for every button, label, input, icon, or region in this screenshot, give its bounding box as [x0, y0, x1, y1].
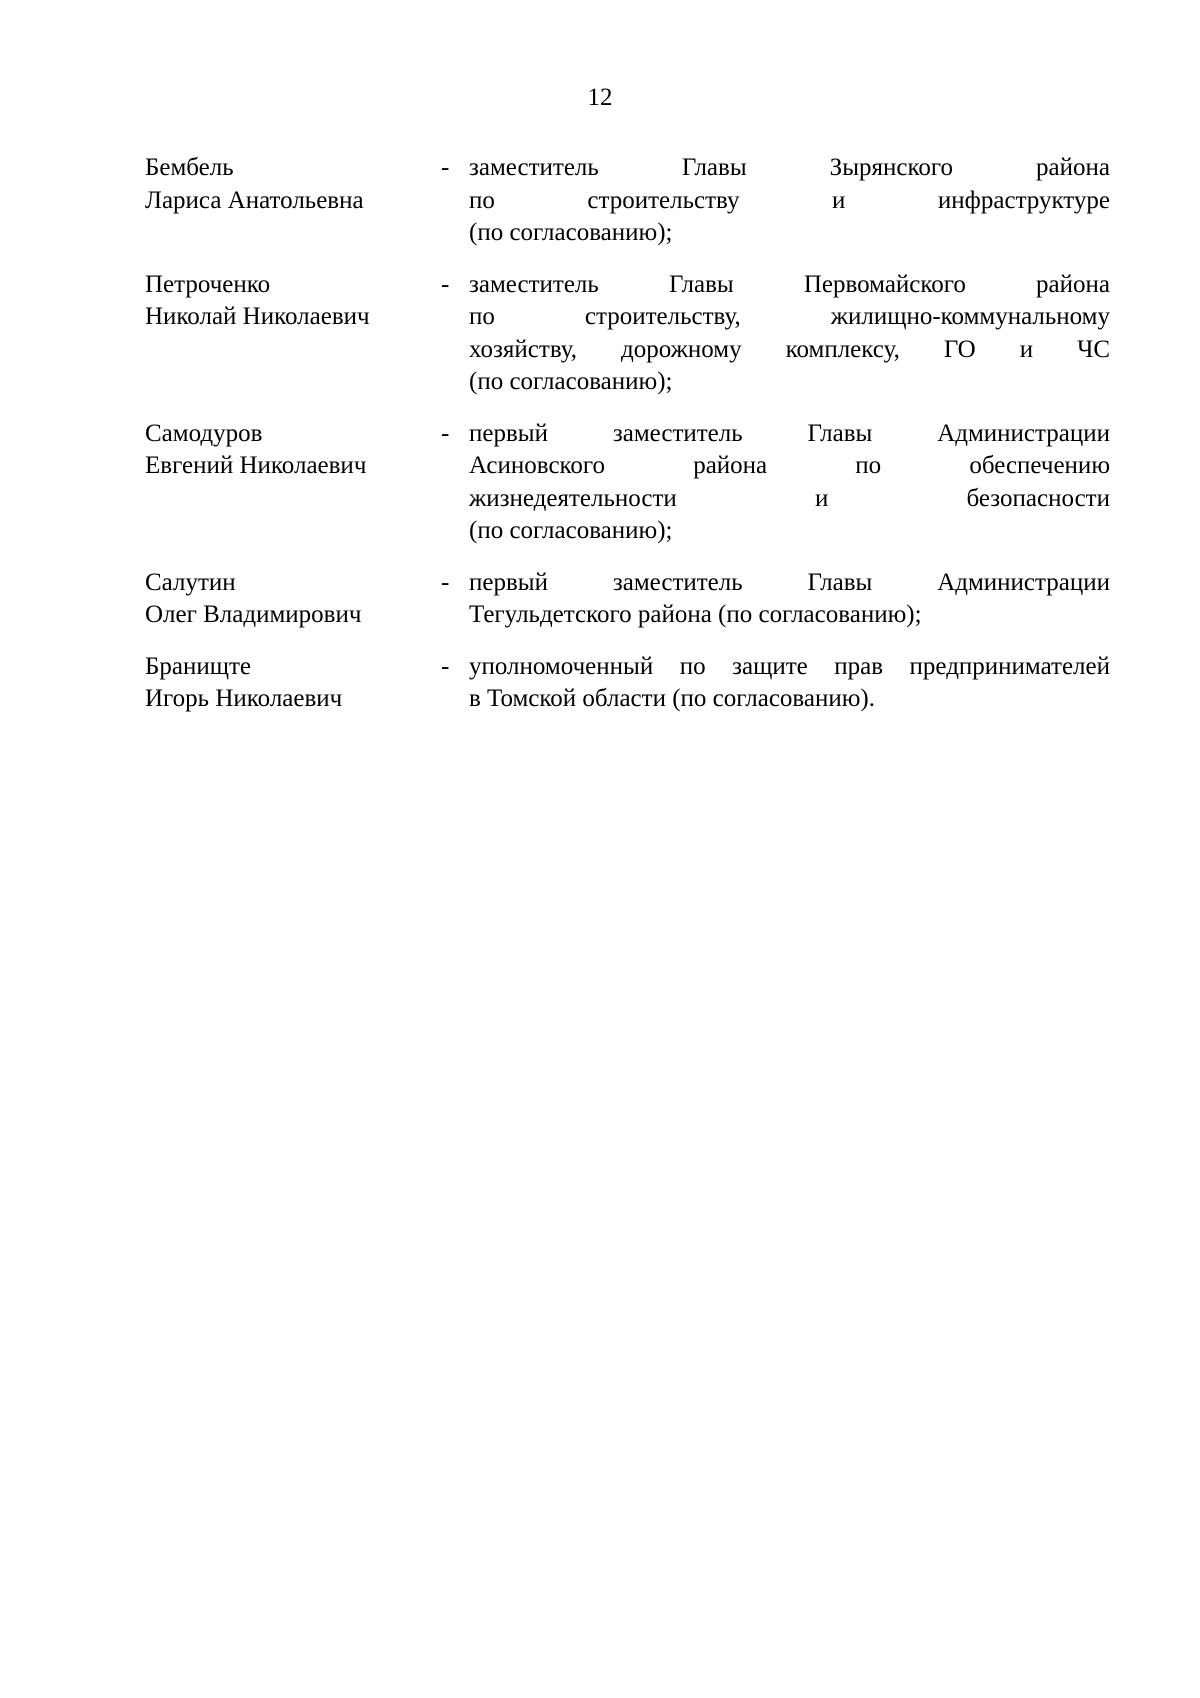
dash-separator: -	[441, 270, 450, 298]
member-name	[145, 152, 441, 217]
position-line: заместитель Главы Зырянского района	[469, 154, 1110, 181]
position-line: заместитель Главы Первомайского района	[469, 270, 1110, 298]
list-item	[145, 651, 1110, 716]
member-name	[145, 418, 441, 483]
member-surname: Бембель	[145, 154, 234, 181]
member-given-name: Евгений Николаевич	[145, 452, 367, 479]
member-position	[469, 269, 1110, 399]
list-item	[145, 418, 1110, 548]
position-line: жизнедеятельности и безопасности	[469, 484, 1110, 512]
member-position	[469, 567, 1110, 632]
member-name	[145, 269, 441, 334]
position-line: по строительству и инфраструктуре	[469, 186, 1110, 214]
position-line: уполномоченный по защите прав предпринимателей	[469, 652, 1110, 680]
dash-separator: -	[441, 154, 450, 181]
position-line: хозяйству, дорожному комплексу, ГО и ЧС	[469, 335, 1110, 363]
member-list	[145, 152, 1110, 735]
member-name	[145, 651, 441, 716]
position-line: Тегульдетского района (по согласованию);	[469, 601, 922, 628]
member-surname: Самодуров	[145, 419, 263, 447]
member-name	[145, 567, 441, 632]
member-surname: Салутин	[145, 568, 236, 596]
position-line: первый заместитель Главы Администрации	[469, 419, 1110, 447]
member-surname: Петроченко	[145, 270, 271, 298]
position-line: первый заместитель Главы Администрации	[469, 568, 1110, 596]
member-given-name: Николай Николаевич	[145, 303, 370, 330]
position-line: по строительству, жилищно-коммунальному	[469, 303, 1110, 330]
member-given-name: Игорь Николаевич	[145, 685, 343, 712]
position-line: Асиновского района по обеспечению	[469, 452, 1110, 479]
dash-separator: -	[441, 419, 450, 447]
list-item	[145, 269, 1110, 399]
member-position	[469, 152, 1110, 250]
dash-separator: -	[441, 652, 450, 680]
dash-separator: -	[441, 568, 450, 596]
member-surname: Бранищте	[145, 652, 251, 680]
member-given-name: Олег Владимирович	[145, 601, 362, 628]
position-line: (по согласованию);	[469, 219, 673, 246]
page-number: 12	[587, 84, 613, 111]
list-item	[145, 567, 1110, 632]
position-line: в Томской области (по согласованию).	[469, 685, 875, 712]
position-line: (по согласованию);	[469, 517, 673, 544]
position-line: (по согласованию);	[469, 368, 673, 395]
list-item	[145, 152, 1110, 250]
member-position	[469, 651, 1110, 716]
member-position	[469, 418, 1110, 548]
member-given-name: Лариса Анатольевна	[145, 186, 364, 214]
